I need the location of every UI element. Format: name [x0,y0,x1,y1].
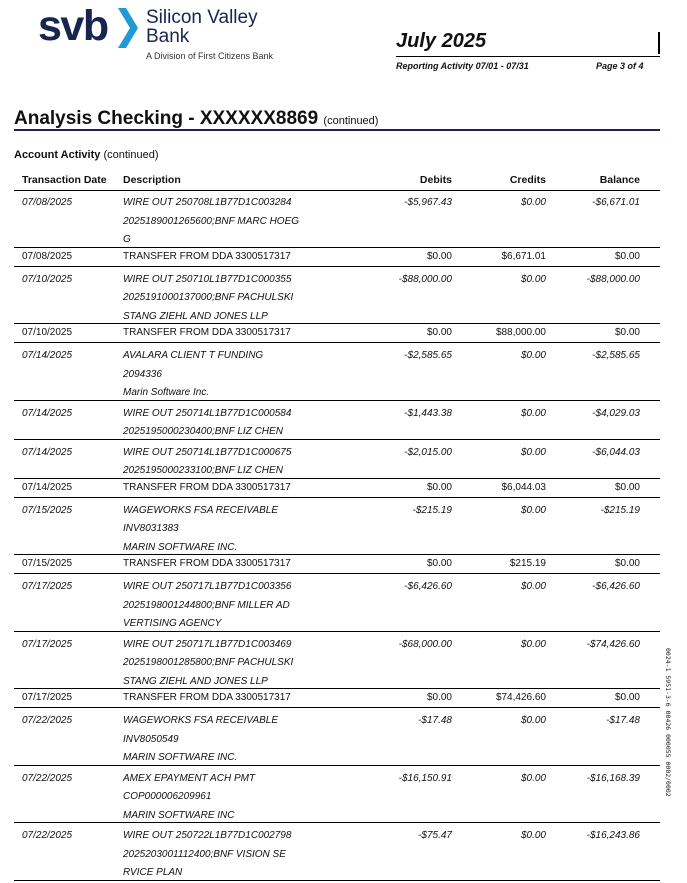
row-balance: -$4,029.03 [592,407,640,419]
description-line: STANG ZIEHL AND JONES LLP [123,310,268,322]
row-credit: $74,426.60 [495,692,546,703]
row-balance: -$6,671.01 [592,197,640,208]
description-line: 2025198001244800;BNF MILLER AD [123,599,290,611]
description-line: TRANSFER FROM DDA 3300517317 [123,692,291,703]
description-line: 2094336 [123,368,162,380]
row-description [123,194,299,250]
col-debits: Debits [419,174,452,186]
table-row [14,440,660,479]
reporting-activity: Reporting Activity 07/01 - 07/31 [396,61,529,71]
description-line: WAGEWORKS FSA RECEIVABLE [123,715,279,726]
row-debit: $0.00 [426,692,452,703]
description-line: WIRE OUT 250710L1B77D1C000355 [123,273,292,285]
table-row [14,267,660,325]
description-line: 2025195000233100;BNF LIZ CHEN [123,465,283,476]
period-divider [658,32,660,54]
row-debit: -$75.47 [418,830,452,841]
row-debit: $0.00 [426,558,452,569]
description-line: Marin Software Inc. [123,387,210,398]
row-date: 07/14/2025 [22,350,73,361]
table-row [14,632,660,690]
description-line: VERTISING AGENCY [123,618,222,629]
row-description [123,271,293,327]
account-title: Analysis Checking - XXXXXX8869 (continued) [14,108,379,129]
description-line: TRANSFER FROM DDA 3300517317 [123,481,291,493]
bank-name: Silicon Valley Bank [146,7,258,47]
table-row [14,574,660,632]
row-balance: -$215.19 [600,504,640,516]
side-barcode-text: 0024-1 5951-3-6 00426 000055 0002/0002 [664,648,672,797]
description-line: INV8050549 [123,733,179,745]
row-date: 07/15/2025 [22,504,73,516]
row-balance: -$16,243.86 [586,830,640,841]
row-credit: $0.00 [520,581,546,592]
description-line: WIRE OUT 250722L1B77D1C002798 [123,830,292,841]
description-line: STANG ZIEHL AND JONES LLP [123,675,268,687]
description-line: 2025198001285800;BNF PACHULSKI [123,657,294,668]
row-debit: -$17.48 [418,715,452,726]
description-line: MARIN SOFTWARE INC. [123,541,238,553]
row-description [123,827,291,883]
row-date: 07/17/2025 [22,692,73,703]
row-balance: $0.00 [614,558,640,569]
description-line: 2025203001112400;BNF VISION SE [123,848,286,860]
table-row [14,324,660,343]
page-number: Page 3 of 4 [596,61,644,71]
chevron-right-icon [116,8,138,48]
row-credit: $6,044.03 [501,481,546,493]
row-debit: -$2,015.00 [404,446,452,458]
description-line: WIRE OUT 250714L1B77D1C000584 [123,407,292,419]
row-date: 07/17/2025 [22,638,73,650]
description-line: MARIN SOFTWARE INC. [123,752,238,763]
row-date: 07/10/2025 [22,273,73,285]
row-credit: $0.00 [520,638,546,650]
row-credit: $0.00 [520,407,546,419]
row-credit: $0.00 [520,197,546,208]
row-credit: $0.00 [520,715,546,726]
row-debit: -$2,585.65 [404,350,452,361]
transaction-table-body [14,190,660,881]
table-row [14,766,660,824]
description-line: TRANSFER FROM DDA 3300517317 [123,327,291,338]
description-line: RVICE PLAN [123,867,183,878]
description-line: WIRE OUT 250708L1B77D1C003284 [123,197,292,208]
row-date: 07/14/2025 [22,407,73,419]
row-debit: -$88,000.00 [398,273,452,285]
row-credit: $0.00 [520,350,546,361]
description-line: WAGEWORKS FSA RECEIVABLE [123,504,279,516]
row-balance: -$74,426.60 [586,638,640,650]
row-description [123,555,291,574]
row-description [123,444,291,481]
row-date: 07/10/2025 [22,327,73,338]
row-date: 07/08/2025 [22,250,73,262]
row-balance: -$16,168.39 [586,772,640,784]
row-balance: -$6,044.03 [592,446,640,458]
row-debit: -$215.19 [412,504,452,516]
description-line: MARIN SOFTWARE INC [123,809,235,821]
row-description [123,578,291,634]
statement-period: July 2025 [396,30,487,52]
col-transaction-date: Transaction Date [22,174,107,186]
row-description [123,405,291,442]
row-description [123,347,263,403]
row-credit: $6,671.01 [501,250,546,262]
row-balance: -$6,426.60 [592,581,640,592]
row-description [123,502,278,558]
row-debit: $0.00 [426,327,452,338]
row-balance: $0.00 [614,327,640,338]
row-description [123,324,291,343]
row-date: 07/08/2025 [22,197,73,208]
description-line: AVALARA CLIENT T FUNDING [123,350,264,361]
row-debit: -$5,967.43 [404,197,452,208]
row-debit: -$6,426.60 [404,581,452,592]
description-line: INV8031383 [123,523,179,534]
row-balance: -$17.48 [606,715,640,726]
row-balance: $0.00 [614,692,640,703]
description-line: 2025189001265600;BNF MARC HOEG [123,215,300,227]
row-balance: $0.00 [614,250,640,262]
description-line: TRANSFER FROM DDA 3300517317 [123,250,291,262]
table-row [14,689,660,708]
row-date: 07/15/2025 [22,558,73,569]
table-row [14,498,660,556]
description-line: G [123,234,131,245]
row-description [123,636,293,692]
description-line: TRANSFER FROM DDA 3300517317 [123,558,291,569]
section-rule [14,129,660,131]
row-date: 07/22/2025 [22,772,73,784]
row-balance: -$2,585.65 [592,350,640,361]
row-date: 07/14/2025 [22,446,73,458]
row-credit: $215.19 [509,558,546,569]
row-credit: $0.00 [520,504,546,516]
row-date: 07/22/2025 [22,830,73,841]
logo-wordmark: svb [38,2,108,50]
table-header [14,172,660,191]
row-description [123,479,291,498]
row-credit: $0.00 [520,772,546,784]
row-balance: $0.00 [614,481,640,493]
period-underline [396,56,660,57]
row-debit: -$1,443.38 [404,407,452,419]
table-row [14,248,660,267]
row-debit: $0.00 [426,250,452,262]
account-activity-heading: Account Activity (continued) [14,149,159,161]
table-row [14,190,660,248]
row-debit: -$16,150.91 [398,772,452,784]
row-date: 07/22/2025 [22,715,73,726]
col-credits: Credits [509,174,546,186]
description-line: WIRE OUT 250714L1B77D1C000675 [123,446,292,458]
row-description [123,770,255,826]
table-row [14,479,660,498]
table-row [14,708,660,766]
row-credit: $0.00 [520,273,546,285]
col-description: Description [123,174,181,186]
table-row [14,401,660,440]
row-debit: -$68,000.00 [398,638,452,650]
table-row [14,343,660,401]
description-line: AMEX EPAYMENT ACH PMT [123,772,256,784]
bank-tagline: A Division of First Citizens Bank [146,51,274,61]
row-description [123,689,291,708]
description-line: 2025191000137000;BNF PACHULSKI [123,292,294,303]
description-line: WIRE OUT 250717L1B77D1C003469 [123,638,292,650]
table-row [14,555,660,574]
row-credit: $0.00 [520,830,546,841]
row-balance: -$88,000.00 [586,273,640,285]
row-date: 07/14/2025 [22,481,73,493]
description-line: 2025195000230400;BNF LIZ CHEN [123,426,283,437]
description-line: COP000006209961 [123,791,212,802]
row-credit: $0.00 [520,446,546,458]
row-description [123,712,278,768]
row-credit: $88,000.00 [495,327,546,338]
col-balance: Balance [599,174,640,186]
row-debit: $0.00 [426,481,452,493]
row-date: 07/17/2025 [22,581,73,592]
row-description [123,248,291,267]
description-line: WIRE OUT 250717L1B77D1C003356 [123,581,292,592]
